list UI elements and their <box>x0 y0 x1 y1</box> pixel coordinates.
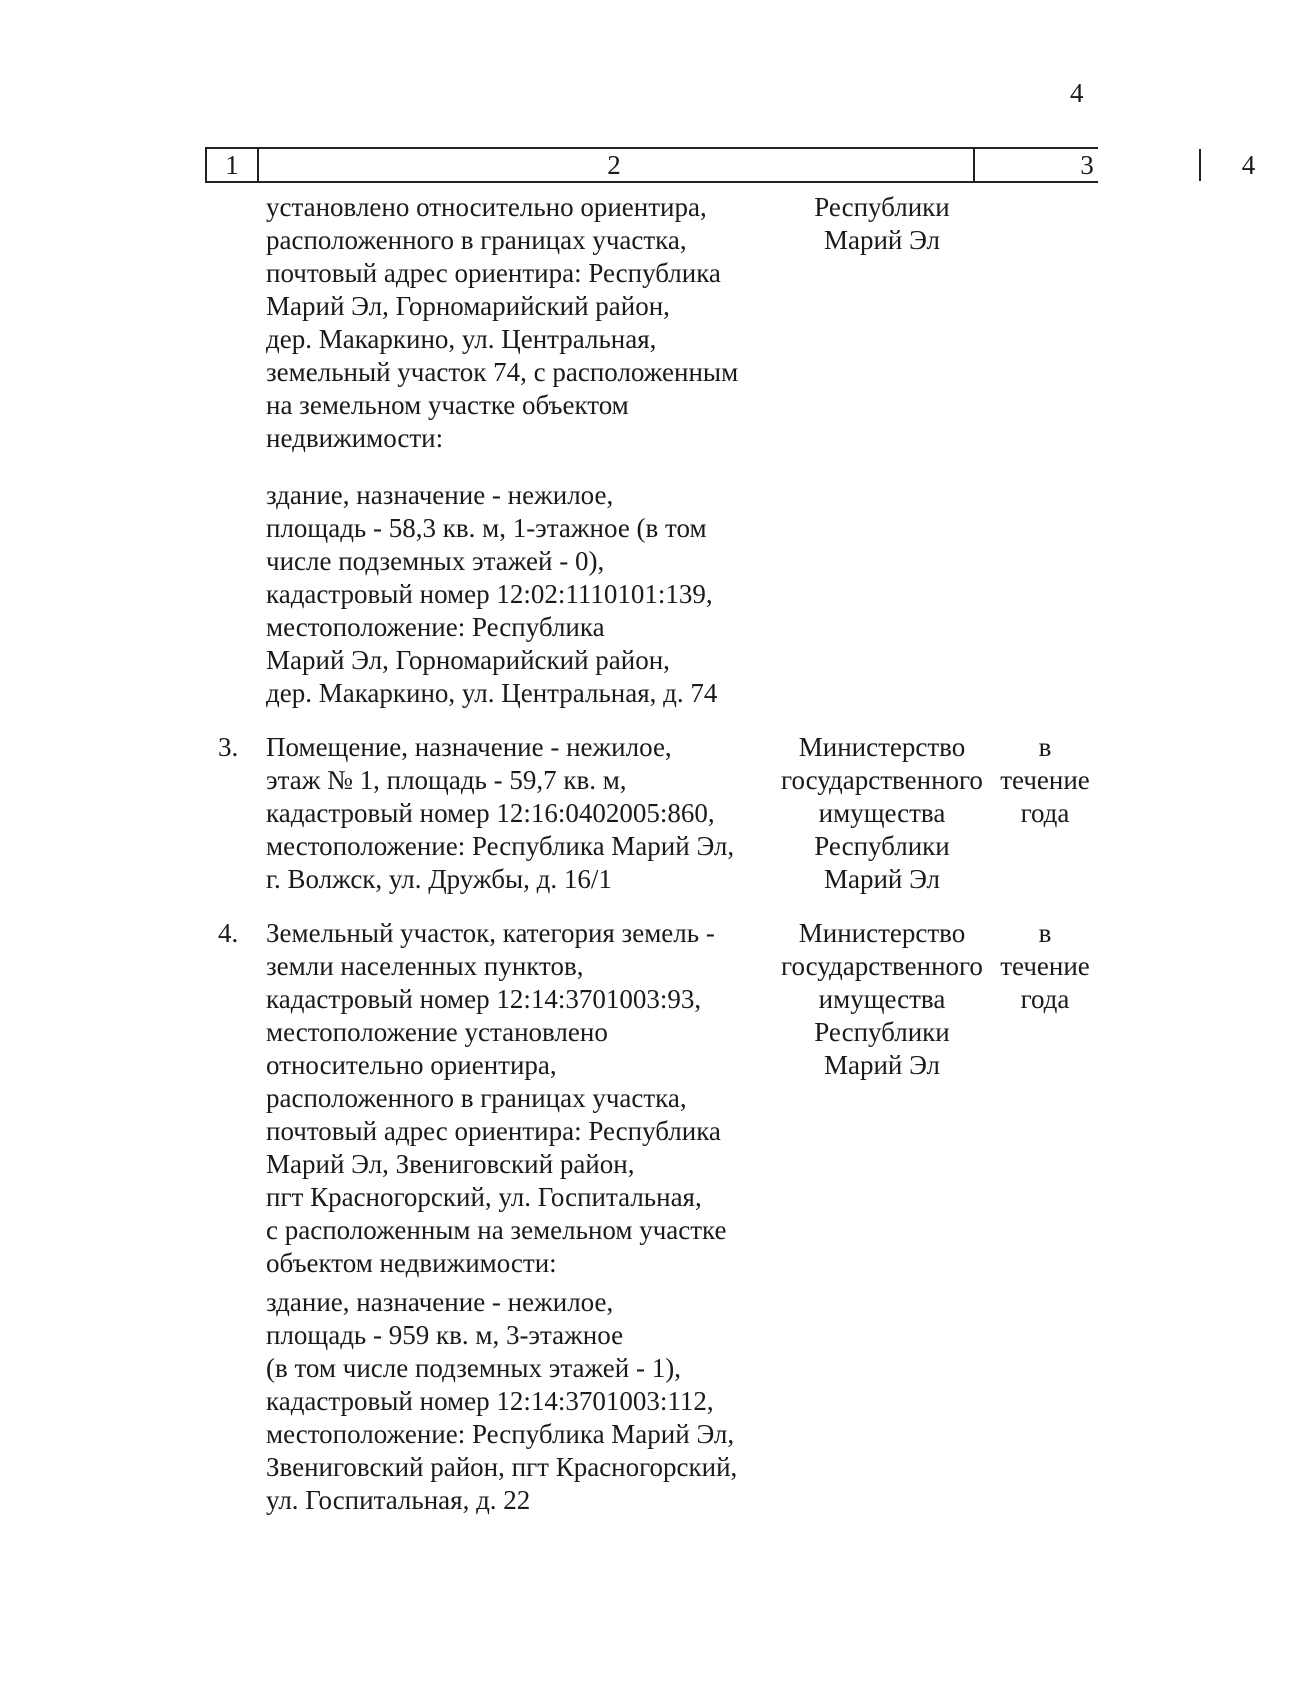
description-paragraph: здание, назначение - нежилое, площадь - 959 кв. м, 3-этажное (в том числе подземных этажей - 1), кадастровый номер 12:14:3701003:112, местоположение: Республика Марий Эл, Звениговский район, пгт Красногорский, ул. Госпитальная, д. 22 <box>266 1287 738 1515</box>
description-paragraph: здание, назначение - нежилое, площадь - 58,3 кв. м, 1-этажное (в том числе подземных этажей - 0), кадастровый номер 12:02:1110101:139, местоположение: Республика Марий Эл, Горномарийский район, дер. Макаркино, ул. Центральная, д. 74 <box>266 480 718 708</box>
page-number: 4 <box>1070 78 1084 108</box>
column-header-4: 4 <box>1241 150 1256 180</box>
description-paragraph: Помещение, назначение - нежилое, этаж № 1, площадь - 59,7 кв. м, кадастровый номер 12:16:0402005:860, местоположение: Республика Марий Эл, г. Волжск, ул. Дружбы, д. 16/1 <box>266 732 735 894</box>
row-number: 4. <box>218 918 239 948</box>
term-cell: в течение года <box>1000 918 1090 1014</box>
description-cell <box>266 191 756 710</box>
description-paragraph: Земельный участок, категория земель - земли населенных пунктов, кадастровый номер 12:14:3701003:93, местоположение установлено относительно ориентира, расположенного в границах участка, почтовый адрес ориентира: Республика Марий Эл, Звениговский район, пгт Красногорский, ул. Госпитальная, с расположенным на земельном участке объектом недвижимости: <box>266 918 727 1278</box>
table-header-row <box>205 147 1256 183</box>
responsible-cell: Республики Марий Эл <box>814 192 950 255</box>
description-cell <box>266 731 756 896</box>
column-header-2: 2 <box>607 150 621 180</box>
column-header-1: 1 <box>205 149 259 181</box>
responsible-cell: Министерство государственного имущества Республики Марий Эл <box>781 918 983 1080</box>
responsible-cell: Министерство государственного имущества Республики Марий Эл <box>781 732 983 894</box>
description-paragraph: установлено относительно ориентира, расположенного в границах участка, почтовый адрес ориентира: Республика Марий Эл, Горномарийский район, дер. Макаркино, ул. Центральная, земельный участок 74, с расположенным на земельном участке объектом недвижимости: <box>266 192 739 453</box>
row-number: 3. <box>218 732 239 762</box>
term-cell: в течение года <box>1000 732 1090 828</box>
column-header-3: 3 <box>973 149 1201 181</box>
description-cell <box>266 917 756 1517</box>
